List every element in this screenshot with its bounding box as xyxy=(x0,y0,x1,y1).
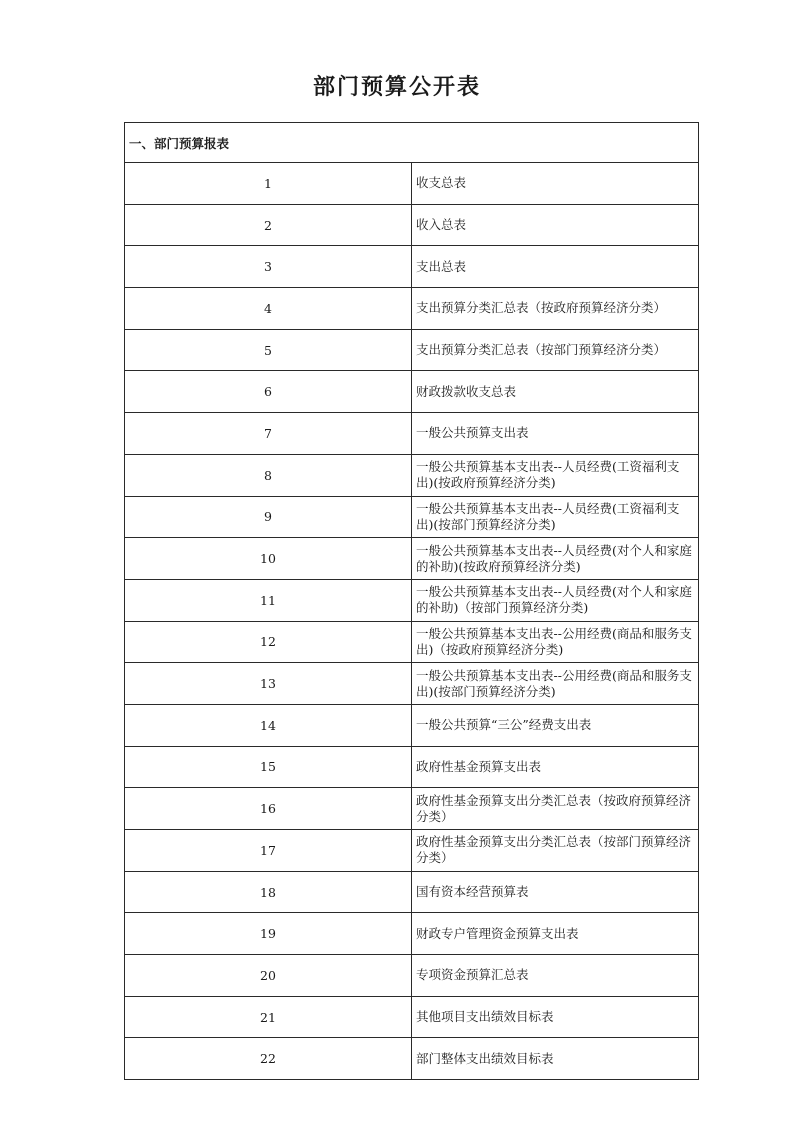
table-row xyxy=(125,163,699,205)
report-name: 一般公共预算基本支出表--公用经费(商品和服务支出)(按部门预算经济分类) xyxy=(412,663,699,705)
row-number: 17 xyxy=(125,830,412,872)
table-row xyxy=(125,621,699,663)
report-name: 财政拨款收支总表 xyxy=(412,371,699,413)
row-number: 19 xyxy=(125,913,412,955)
row-number: 9 xyxy=(125,496,412,538)
table-row xyxy=(125,371,699,413)
row-number: 14 xyxy=(125,704,412,746)
report-name: 一般公共预算“三公”经费支出表 xyxy=(412,704,699,746)
table-row xyxy=(125,496,699,538)
row-number: 6 xyxy=(125,371,412,413)
table-row xyxy=(125,246,699,288)
row-number: 3 xyxy=(125,246,412,288)
table-row xyxy=(125,329,699,371)
report-name: 财政专户管理资金预算支出表 xyxy=(412,913,699,955)
row-number: 4 xyxy=(125,288,412,330)
row-number: 22 xyxy=(125,1038,412,1080)
row-number: 15 xyxy=(125,746,412,788)
report-name: 一般公共预算支出表 xyxy=(412,413,699,455)
table-body xyxy=(125,123,699,1080)
report-name: 一般公共预算基本支出表--人员经费(工资福利支出)(按部门预算经济分类) xyxy=(412,496,699,538)
row-number: 1 xyxy=(125,163,412,205)
report-name: 政府性基金预算支出表 xyxy=(412,746,699,788)
table-row xyxy=(125,913,699,955)
table-row xyxy=(125,788,699,830)
report-name: 一般公共预算基本支出表--公用经费(商品和服务支出)（按政府预算经济分类) xyxy=(412,621,699,663)
row-number: 13 xyxy=(125,663,412,705)
table-row xyxy=(125,413,699,455)
table-row xyxy=(125,663,699,705)
table-row xyxy=(125,454,699,496)
row-number: 7 xyxy=(125,413,412,455)
row-number: 8 xyxy=(125,454,412,496)
row-number: 20 xyxy=(125,955,412,997)
row-number: 16 xyxy=(125,788,412,830)
table-row xyxy=(125,538,699,580)
report-name: 收入总表 xyxy=(412,204,699,246)
row-number: 21 xyxy=(125,996,412,1038)
page-title: 部门预算公开表 xyxy=(312,75,481,100)
section-header-row xyxy=(125,123,699,163)
row-number: 10 xyxy=(125,538,412,580)
row-number: 12 xyxy=(125,621,412,663)
table-row xyxy=(125,204,699,246)
row-number: 5 xyxy=(125,329,412,371)
budget-report-table xyxy=(124,122,699,1080)
report-name: 一般公共预算基本支出表--人员经费(对个人和家庭的补助)（按部门预算经济分类) xyxy=(412,579,699,621)
table-row xyxy=(125,1038,699,1080)
report-name: 一般公共预算基本支出表--人员经费(对个人和家庭的补助)(按政府预算经济分类) xyxy=(412,538,699,580)
table-row xyxy=(125,579,699,621)
table-row xyxy=(125,955,699,997)
section-title: 一、部门预算报表 xyxy=(125,123,699,163)
report-name: 一般公共预算基本支出表--人员经费(工资福利支出)(按政府预算经济分类) xyxy=(412,454,699,496)
row-number: 18 xyxy=(125,871,412,913)
report-name: 支出总表 xyxy=(412,246,699,288)
row-number: 11 xyxy=(125,579,412,621)
table-row xyxy=(125,871,699,913)
table-row xyxy=(125,996,699,1038)
table-row xyxy=(125,288,699,330)
report-name: 其他项目支出绩效目标表 xyxy=(412,996,699,1038)
report-name: 专项资金预算汇总表 xyxy=(412,955,699,997)
table-row xyxy=(125,746,699,788)
report-name: 政府性基金预算支出分类汇总表（按部门预算经济分类） xyxy=(412,830,699,872)
table-row xyxy=(125,704,699,746)
table-row xyxy=(125,830,699,872)
report-name: 政府性基金预算支出分类汇总表（按政府预算经济分类） xyxy=(412,788,699,830)
report-name: 支出预算分类汇总表（按部门预算经济分类） xyxy=(412,329,699,371)
row-number: 2 xyxy=(125,204,412,246)
report-name: 部门整体支出绩效目标表 xyxy=(412,1038,699,1080)
report-name: 支出预算分类汇总表（按政府预算经济分类） xyxy=(412,288,699,330)
report-name: 收支总表 xyxy=(412,163,699,205)
report-name: 国有资本经营预算表 xyxy=(412,871,699,913)
